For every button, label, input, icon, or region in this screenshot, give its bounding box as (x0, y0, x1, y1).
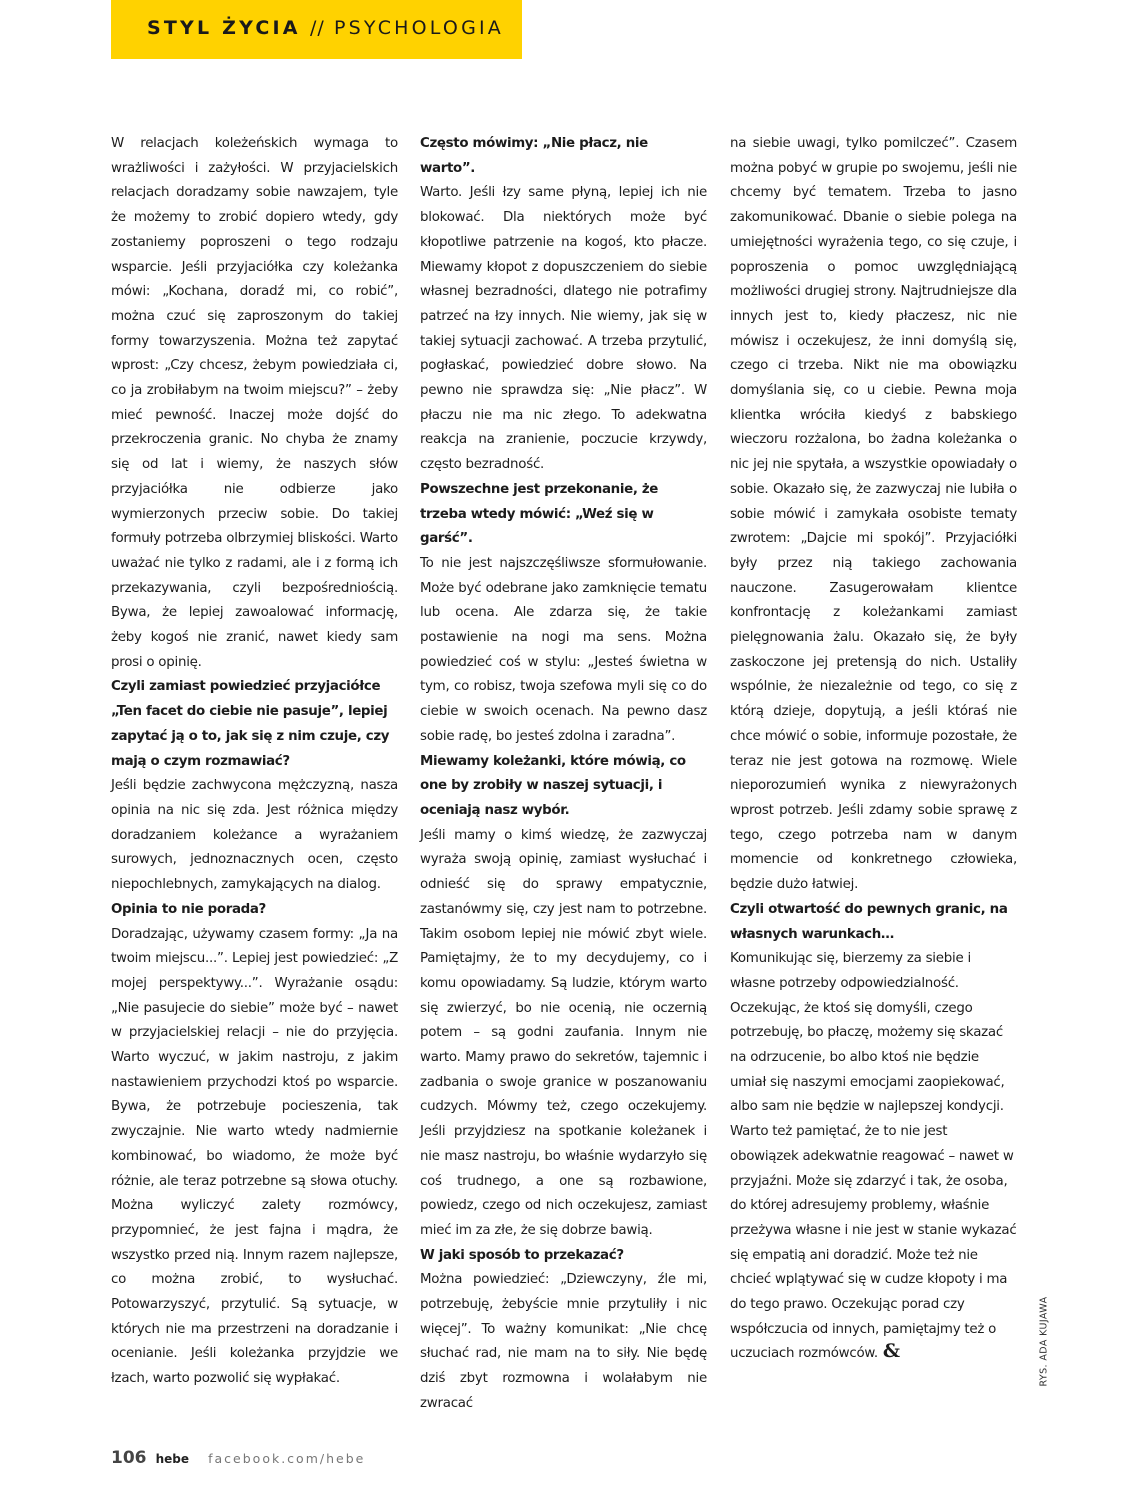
article-paragraph: Można powiedzieć: „Dziewczyny, źle mi, potrzebuję, żebyście mnie przytuliły i nic więcej”. To ważny komunikat: „Nie chcę słuchać rad, nie mam na to siły. Nie będę dziś zbyt rozmowna i wolałabym nie zwracać (420, 1272, 707, 1411)
article-column-2 (420, 132, 707, 1417)
article-subheading: Czyli zamiast powiedzieć przyjaciółce „Ten facet do ciebie nie pasuje”, lepiej zapytać ją o to, jak się z nim czuje, czy mają o czym rozmawiać? (111, 679, 390, 769)
article-paragraph: To nie jest najszczęśliwsze sformułowanie. Może być odebrane jako zamknięcie tematu lub ocena. Ale zdarza się, że takie postawienie na nogi ma sens. Można powiedzieć coś w stylu: „Jesteś świetna w tym, co robisz, twoja szefowa myli się co do ciebie w swoich ocenach. Na pewno dasz sobie radę, bo jesteś zdolna i zaradna”. (420, 555, 707, 744)
article-end-mark: & (882, 1340, 900, 1363)
article-paragraph: Warto. Jeśli łzy same płyną, lepiej ich nie blokować. Dla niektórych może być kłopotliwe patrzenie na kogoś, kto płacze. Miewamy kłopot z dopuszczeniem do siebie własnej bezradności, dlatego nie potrafimy patrzeć na łzy innych. Nie wiemy, jak się w takiej sytuacji zachować. A trzeba przytulić, pogłaskać, powiedzieć dobre słowo. Na pewno nie sprawdza się: „Nie płacz”. W płaczu nie ma nic złego. To adekwatna reakcja na zranienie, poczucie krzywdy, często bezradność. (420, 185, 707, 473)
article-subheading: Powszechne jest przekonanie, że trzeba wtedy mówić: „Weź się w garść”. (420, 481, 659, 547)
page-number: 106 (111, 1448, 147, 1468)
illustration-credit: RYS. ADA KUJAWA (1038, 1296, 1050, 1387)
article-subheading: W jaki sposób to przekazać? (420, 1247, 624, 1263)
section-title: STYL ŻYCIA (147, 17, 301, 39)
article-column-3 (730, 132, 1017, 1367)
article-paragraph: W relacjach koleżeńskich wymaga to wrażliwości i zażyłości. W przyjacielskich relacjach doradzamy sobie nawzajem, tyle że możemy to zrobić dopiero wtedy, gdy zostaniemy poproszeni o tego rodzaju wsparcie. Jeśli przyjaciółka czy koleżanka mówi: „Kochana, doradź mi, co robić”, można czuć się zaproszonym do takiej formy towarzyszenia. Można też zapytać wprost: „Czy chcesz, żebym powiedziała ci, co ja zrobiłabym na twoim miejscu?” – żeby mieć pewność. Inaczej może dojść do przekroczenia granic. No chyba że znamy się od lat i wiemy, że naszych słów przyjaciółka nie odbierze jako wymierzonych przeciw sobie. Do takiej formuły potrzeba olbrzymiej bliskości. Warto uważać nie tylko z radami, ale i z formą ich przekazywania, czyli bezpośredniością. Bywa, że lepiej zawoalować informację, żeby kogoś nie zranić, nawet kiedy sam prosi o opinię. (111, 136, 398, 670)
article-subheading: Opinia to nie porada? (111, 901, 266, 917)
facebook-link[interactable]: facebook.com/hebe (208, 1451, 366, 1466)
article-subheading: Miewamy koleżanki, które mówią, co one by zrobiły w naszej sytuacji, i oceniają nasz wybór. (420, 753, 686, 818)
article-paragraph: na siebie uwagi, tylko pomilczeć”. Czasem można pobyć w grupie po swojemu, jeśli nie chcemy być tematem. Trzeba to jasno zakomunikować. Dbanie o siebie polega na umiejętności wyrażenia tego, co się czuje, i poproszenia o pomoc uwzględniającą możliwości drugiej strony. Najtrudniejsze dla innych jest to, kiedy płaczesz, nic nie mówisz i oczekujesz, że inni domyślą się, czego ci trzeba. Nikt nie ma obowiązku domyślania się, co u ciebie. Pewna moja klientka wróciła kiedyś z babskiego wieczoru rozżalona, bo żadna koleżanka o nic jej nie spytała, a wszystkie opowiadały o sobie. Okazało się, że zazwyczaj nie lubiła o sobie mówić i zamykała osobiste tematy zwrotem: „Dajcie mi spokój”. Przyjaciółki były przez nią takiego zachowania nauczone. Zasugerowałam klientce konfrontację z koleżankami zamiast pielęgnowania żalu. Okazało się, że były zaskoczone jej pretensją do nich. Ustaliły wspólnie, że niezależnie od tego, co się z którą dzieje, dopytują, a jeśli któraś nie chce mówić o sobie, informuje pozostałe, że teraz nie jest gotowa na rozmowę. Wiele nieporozumień wynika z niewyrażonych wprost potrzeb. Jeśli zdamy sobie sprawę z tego, czego potrzeba nam w danym momencie od konkretnego człowieka, będzie dużo łatwiej. (730, 136, 1017, 893)
section-banner (111, 0, 522, 59)
magazine-brand: hebe (155, 1452, 190, 1466)
article-paragraph: Komunikując się, bierzemy za siebie i własne potrzeby odpowiedzialność. Oczekując, że ktoś się domyśli, czego potrzebuję, bo płaczę, możemy się skazać na odrzucenie, bo albo ktoś nie będzie umiał się naszymi emocjami zaopiekować, albo sam nie będzie w najlepszej kondycji. Warto też pamiętać, że to nie jest obowiązek adekwatnie reagować – nawet w przyjaźni. Może się zdarzyć i tak, że osoba, do której adresujemy problemy, właśnie przeżywa własne i nie jest w stanie wykazać się empatią ani doradzić. Może też nie chcieć wplątywać się w cudze kłopoty i ma do tego prawo. Oczekując porad czy współczucia od innych, pamiętajmy też o uczuciach rozmówców. (730, 951, 1017, 1362)
page-footer (111, 1448, 365, 1468)
article-paragraph: Jeśli mamy o kimś wiedzę, że zazwyczaj wyraża swoją opinię, zamiast wysłuchać i odnieść się do sprawy empatycznie, zastanówmy się, czy jest nam to potrzebne. Takim osobom lepiej nie mówić zbyt wiele. Pamiętajmy, że to my decydujemy, co i komu opowiadamy. Są ludzie, którym warto się zwierzyć, bo nie ocenią, nie oczernią potem – są godni zaufania. Innym nie warto. Mamy prawo do sekretów, tajemnic i zadbania o swoje granice w poszanowaniu cudzych. Mówmy też, czego oczekujemy. Jeśli przyjdziesz na spotkanie koleżanek i nie masz nastroju, bo właśnie wydarzyło się coś trudnego, a one są rozbawione, powiedz, czego od nich oczekujesz, zamiast mieć im za złe, że się dobrze bawią. (420, 827, 707, 1238)
section-separator: // (309, 17, 325, 39)
article-subheading: Czyli otwartość do pewnych granic, na własnych warunkach… (730, 901, 1008, 942)
article-paragraph: Jeśli będzie zachwycona mężczyzną, nasza opinia na nic się zda. Jest różnica między doradzaniem koleżance a wyrażaniem surowych, jednoznacznych ocen, często niepochlebnych, zamykających na dialog. (111, 778, 398, 893)
article-column-1 (111, 132, 398, 1392)
section-category: PSYCHOLOGIA (334, 17, 504, 39)
article-subheading: Często mówimy: „Nie płacz, nie warto”. (420, 136, 648, 176)
article-paragraph: Doradzając, używamy czasem formy: „Ja na twoim miejscu...”. Lepiej jest powiedzieć: „Z mojej perspektywy...”. Wyrażanie osądu: „Nie pasujecie do siebie” może być – nawet w przyjacielskiej relacji – nie do przyjęcia. Warto wyczuć, w jakim nastroju, z jakim nastawieniem przychodzi ktoś po wsparcie. Bywa, że potrzebuje pocieszenia, tak zwyczajnie. Nie warto wtedy nadmiernie kombinować, bo wiadomo, że może być różnie, ale teraz potrzebne są słowa otuchy. Można wyliczyć zalety rozmówcy, przypomnieć, że jest fajna i mądra, że wszystko przed nią. Innym razem najlepsze, co można zrobić, to wysłuchać. Potowarzyszyć, przytulić. Są sytuacje, w których nie ma przestrzeni na doradzanie i ocenianie. Jeśli koleżanka przyjdzie we łzach, warto pozwolić się wypłakać. (111, 926, 398, 1387)
